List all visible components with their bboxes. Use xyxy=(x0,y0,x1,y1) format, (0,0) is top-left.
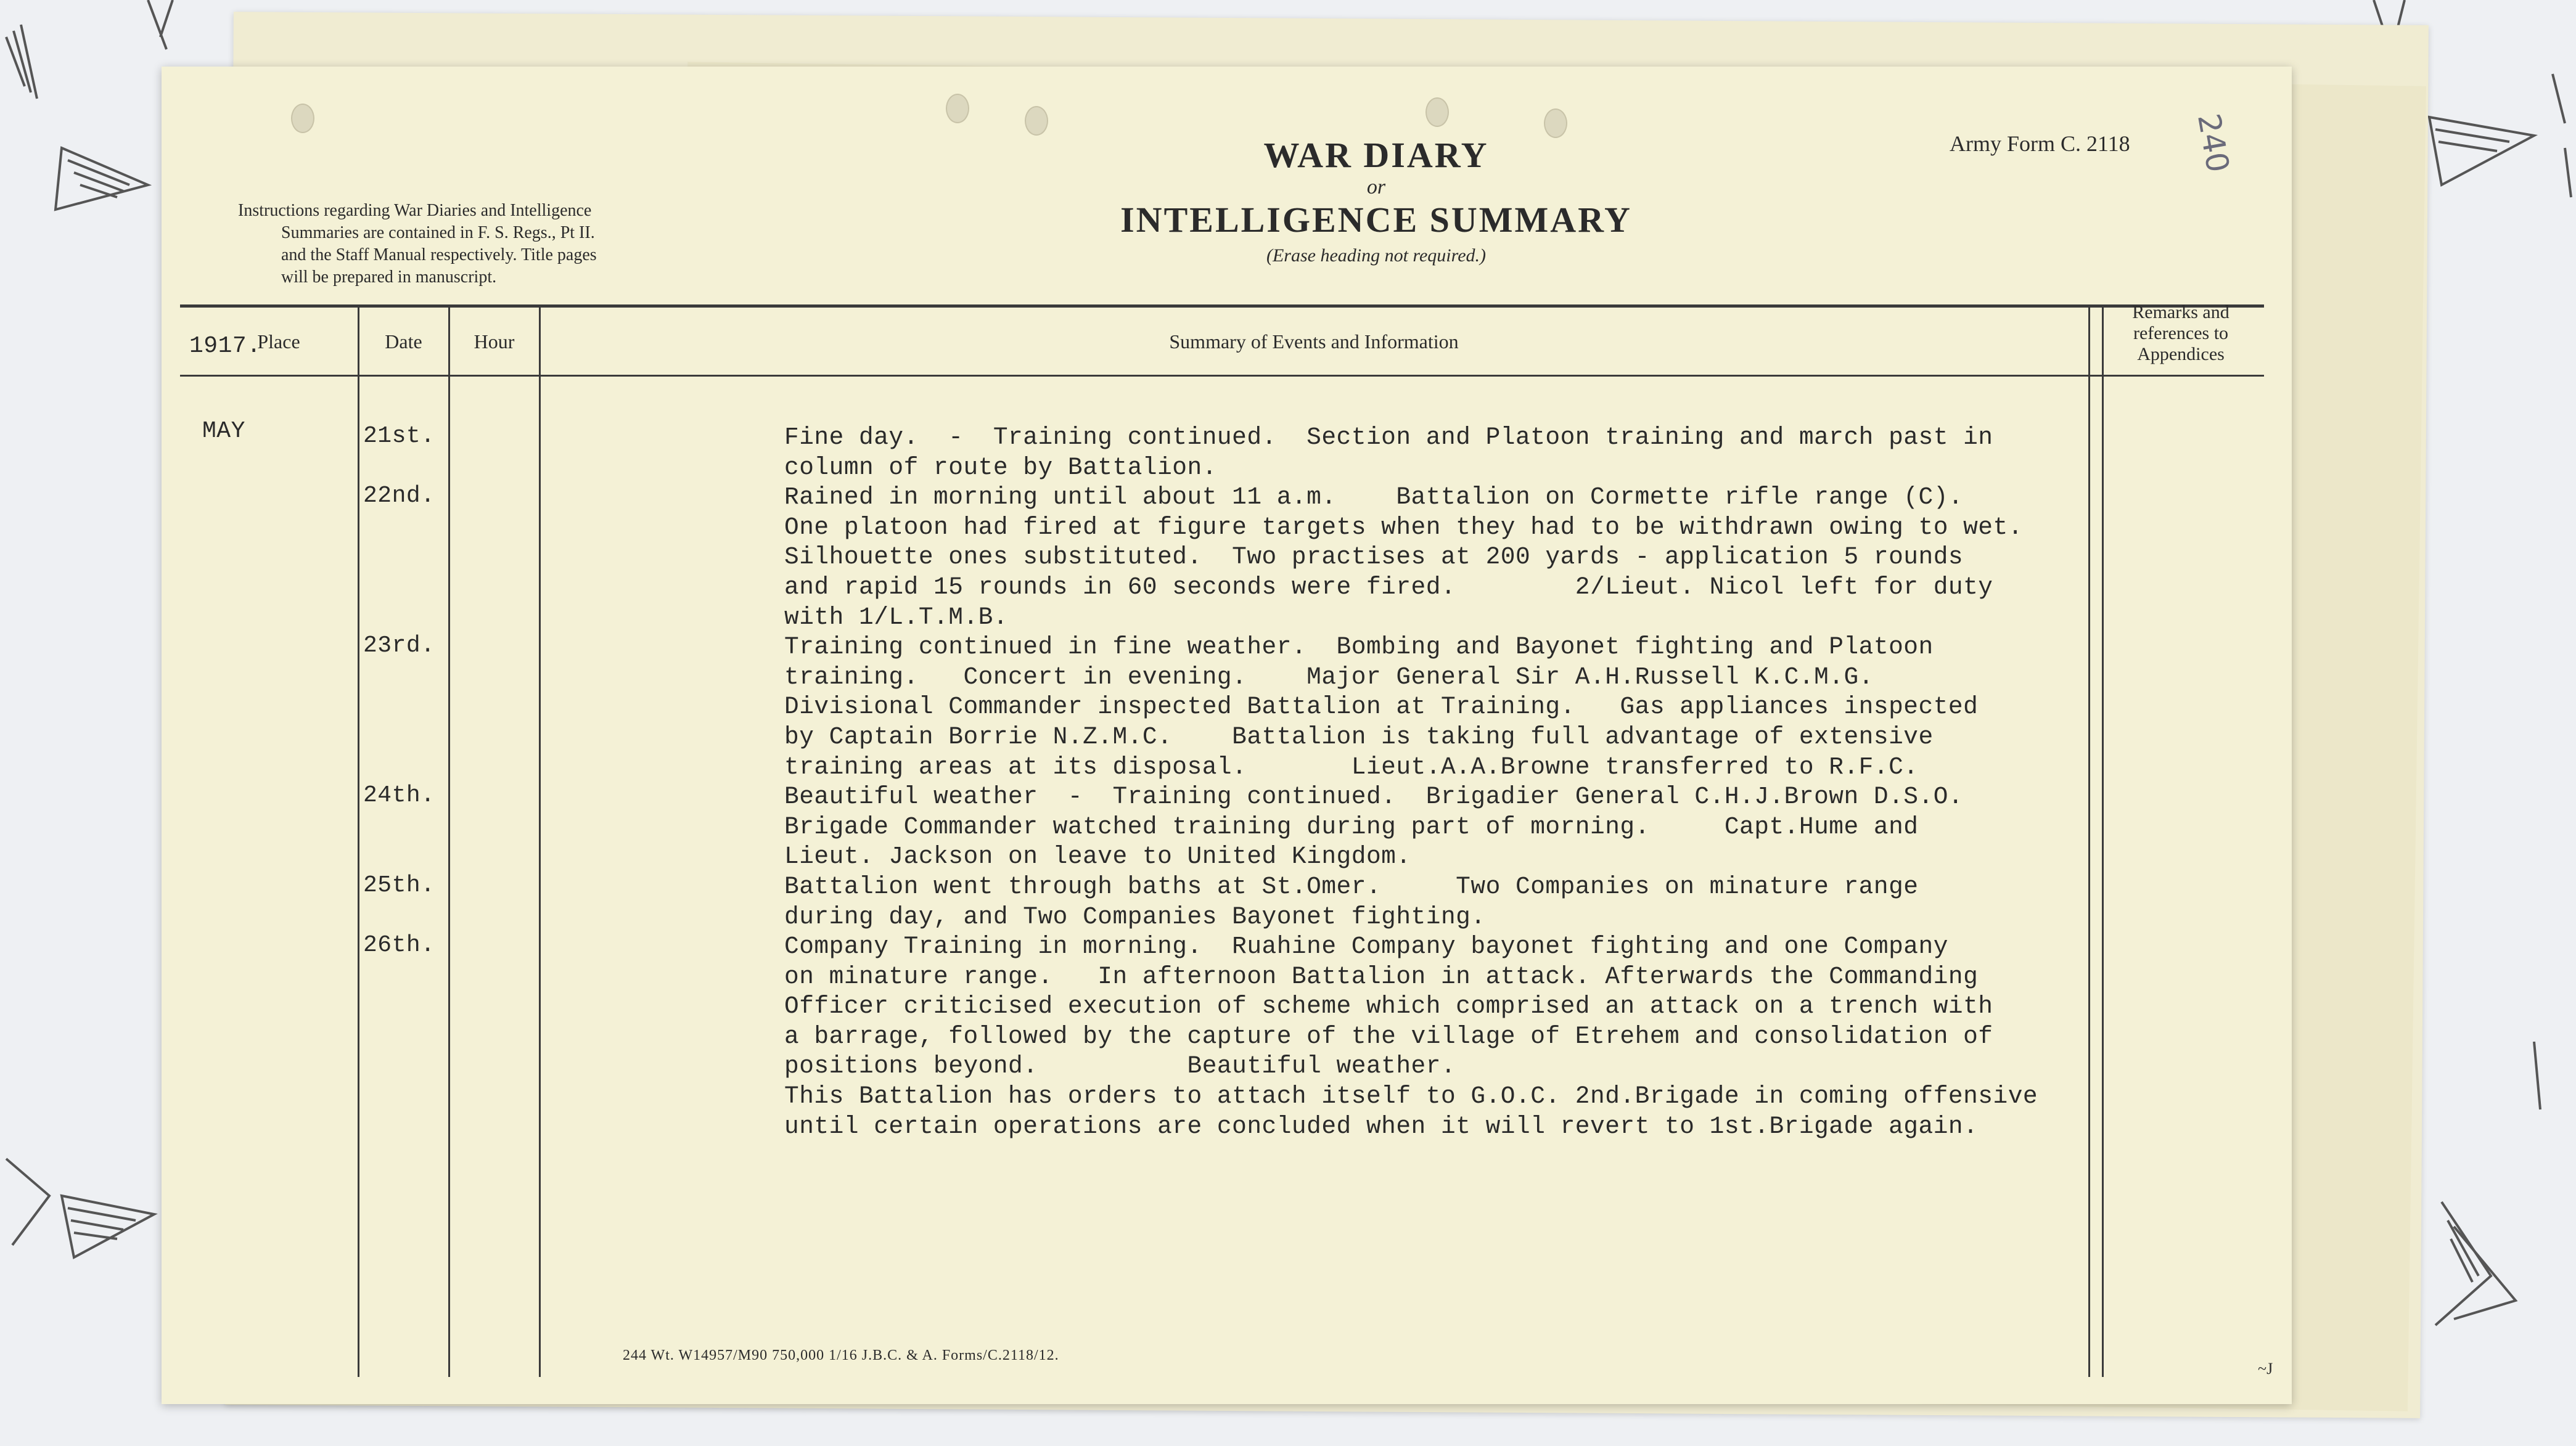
diary-line: column of route by Battalion. xyxy=(784,453,1217,481)
diary-year: 1917. xyxy=(189,333,261,359)
entry-date: 22nd. xyxy=(363,483,435,509)
instructions-block xyxy=(238,200,719,288)
remarks-header-line: references to xyxy=(2133,323,2229,343)
erase-heading-note: (Erase heading not required.) xyxy=(1266,245,1487,266)
pencil-sketch-left xyxy=(0,1122,173,1319)
war-diary-page xyxy=(162,67,2292,1404)
diary-line: with 1/L.T.M.B. xyxy=(784,603,1009,631)
diary-line: training areas at its disposal. Lieut.A.A.Browne transferred to R.F.C. xyxy=(784,753,1919,781)
punch-hole xyxy=(1425,97,1449,127)
punch-hole xyxy=(946,94,969,123)
remarks-header-line: Appendices xyxy=(2137,344,2225,364)
corner-mark: ~J xyxy=(2258,1360,2273,1378)
column-header-hour: Hour xyxy=(474,330,515,353)
header-bottom-rule xyxy=(180,375,2264,377)
diary-line: Beautiful weather - Training continued. Brigadier General C.H.J.Brown D.S.O. xyxy=(784,783,1964,811)
diary-line: Rained in morning until about 11 a.m. Battalion on Cormette rifle range (C). xyxy=(784,483,1964,512)
diary-line: Battalion went through baths at St.Omer. Two Companies on minature range xyxy=(784,872,1919,901)
diary-line: Fine day. - Training continued. Section and Platoon training and march past in xyxy=(784,423,1993,451)
diary-line: positions beyond. Beautiful weather. xyxy=(784,1052,1456,1080)
punch-hole xyxy=(1544,108,1567,138)
diary-line: Officer criticised execution of scheme which comprised an attack on a trench with xyxy=(784,992,1993,1021)
title-war-diary: WAR DIARY xyxy=(1263,135,1489,175)
diary-month: MAY xyxy=(202,418,245,444)
punch-hole xyxy=(291,104,314,133)
column-header-remarks xyxy=(2091,302,2270,365)
entry-date: 24th. xyxy=(363,782,435,809)
diary-line: during day, and Two Companies Bayonet fighting. xyxy=(784,902,1486,931)
form-heading xyxy=(901,134,1851,266)
army-form-number: Army Form C. 2118 xyxy=(1950,131,2130,156)
diary-line: Brigade Commander watched training during part of morning. Capt.Hume and xyxy=(784,812,1919,841)
instructions-line: Instructions regarding War Diaries and Intelligence xyxy=(238,201,592,220)
column-rule-hour xyxy=(448,304,450,1377)
entry-date: 26th. xyxy=(363,932,435,958)
punch-hole xyxy=(1025,106,1048,136)
diary-line: This Battalion has orders to attach itself to G.O.C. 2nd.Brigade in coming offensive xyxy=(784,1082,2038,1111)
diary-line: Lieut. Jackson on leave to United Kingdom. xyxy=(784,843,1411,871)
diary-line: Training continued in fine weather. Bombing and Bayonet fighting and Platoon xyxy=(784,633,1934,661)
diary-summary-text xyxy=(784,423,2270,1142)
diary-line: until certain operations are concluded when it will revert to 1st.Brigade again. xyxy=(784,1112,1979,1140)
diary-line: One platoon had fired at figure targets when they had to be withdrawn owing to wet. xyxy=(784,513,2023,541)
column-header-summary: Summary of Events and Information xyxy=(1169,330,1459,353)
column-rule-date xyxy=(358,304,359,1377)
printer-imprint: 244 Wt. W14957/M90 750,000 1/16 J.B.C. & A. Forms/C.2118/12. xyxy=(623,1347,1059,1363)
title-intelligence-summary: INTELLIGENCE SUMMARY xyxy=(1120,200,1632,240)
entry-date: 25th. xyxy=(363,872,435,899)
title-or: or xyxy=(1366,176,1386,198)
diary-line: by Captain Borrie N.Z.M.C. Battalion is taking full advantage of extensive xyxy=(784,722,1934,751)
column-header-place: Place xyxy=(257,330,300,353)
instructions-line: Summaries are contained in F. S. Regs., Pt II. xyxy=(281,223,595,242)
diary-line: training. Concert in evening. Major General Sir A.H.Russell K.C.M.G. xyxy=(784,663,1874,691)
folio-stamp: 240 xyxy=(2190,110,2236,176)
diary-line: Divisional Commander inspected Battalion at Training. Gas appliances inspected xyxy=(784,693,1979,721)
entry-date: 21st. xyxy=(363,423,435,449)
diary-line: on minature range. In afternoon Battalion in attack. Afterwards the Commanding xyxy=(784,962,1979,991)
instructions-line: will be prepared in manuscript. xyxy=(281,268,497,287)
remarks-header-line: Remarks and xyxy=(2132,302,2229,322)
header-top-rule xyxy=(180,304,2264,308)
column-rule-summary xyxy=(539,304,541,1377)
entry-date: 23rd. xyxy=(363,632,435,659)
column-header-date: Date xyxy=(385,330,422,353)
instructions-line: and the Staff Manual respectively. Title pages xyxy=(281,245,597,264)
diary-line: a barrage, followed by the capture of the village of Etrehem and consolidation of xyxy=(784,1022,1993,1050)
diary-line: Company Training in morning. Ruahine Company bayonet fighting and one Company xyxy=(784,933,1948,961)
diary-line: Silhouette ones substituted. Two practises at 200 yards - application 5 rounds xyxy=(784,543,1964,571)
pencil-sketch-top-left xyxy=(0,0,185,222)
diary-line: and rapid 15 rounds in 60 seconds were fired. 2/Lieut. Nicol left for duty xyxy=(784,573,1993,601)
